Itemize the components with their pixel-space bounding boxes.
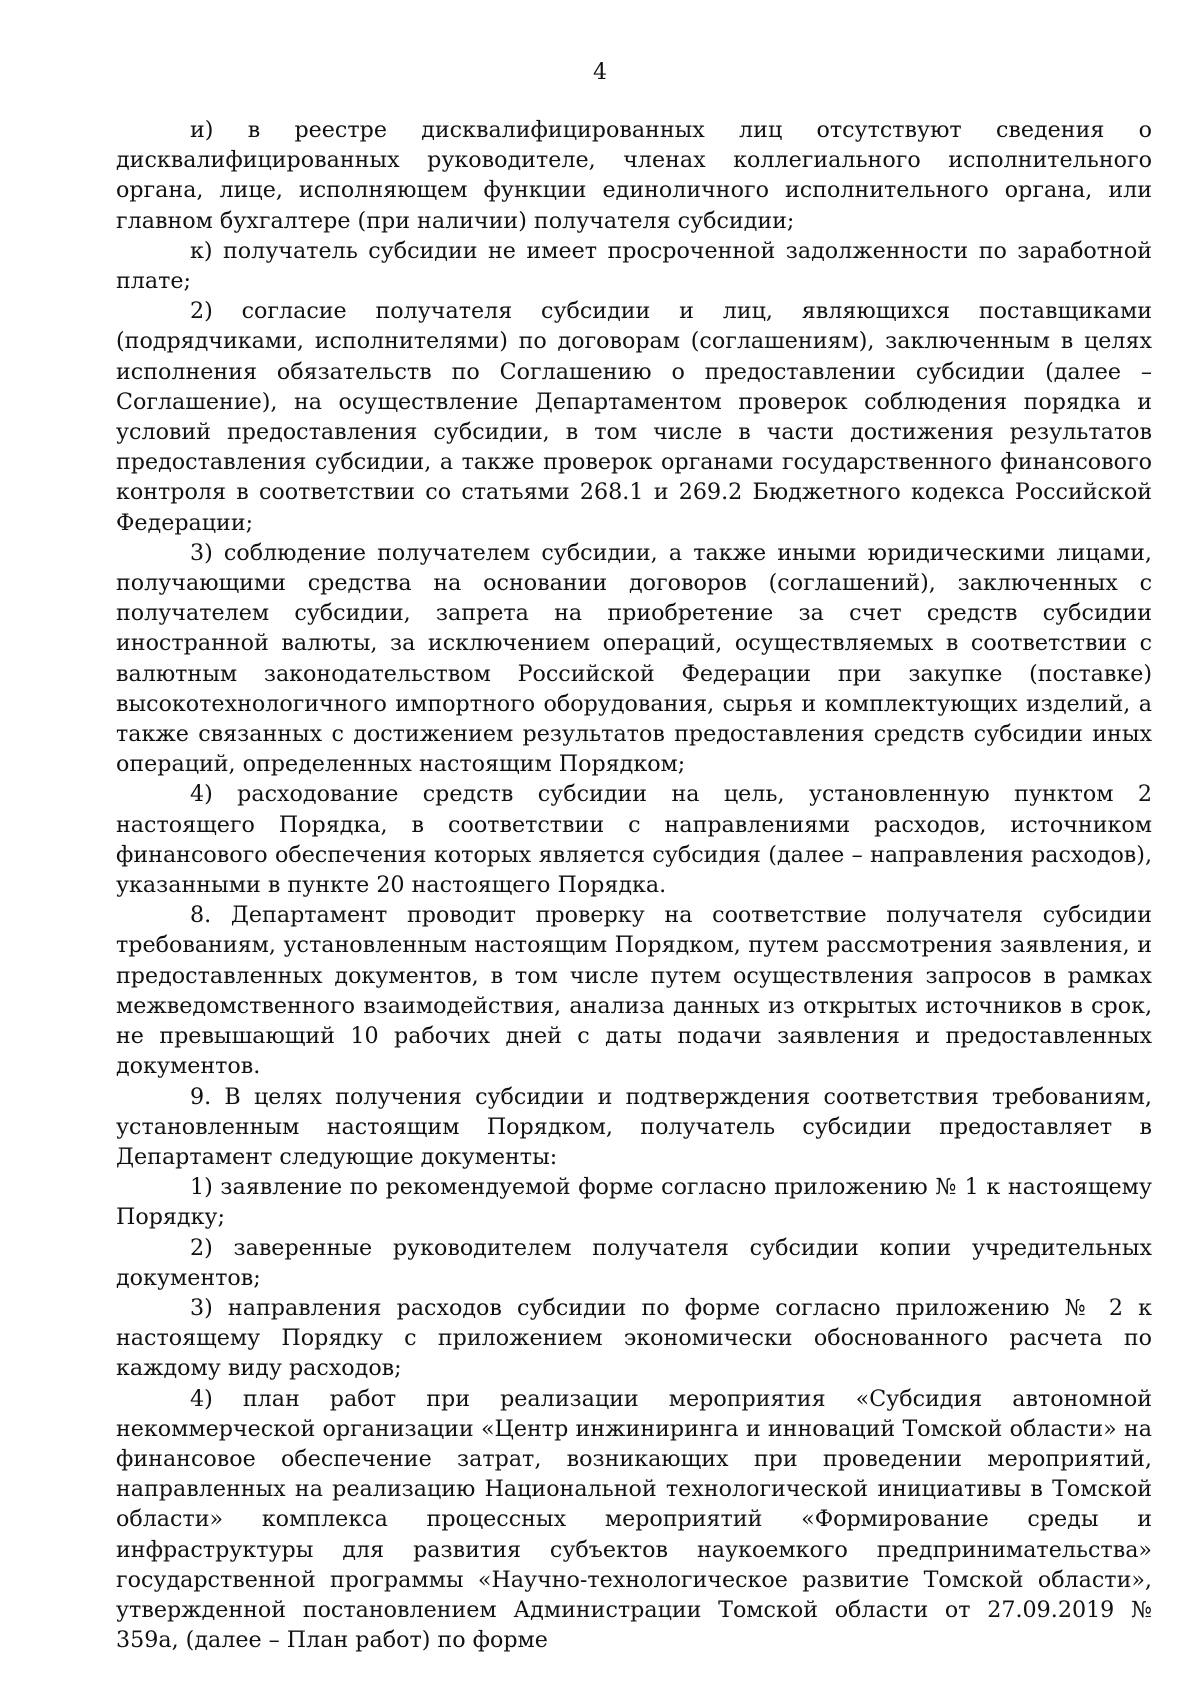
paragraph-item-4-spending: 4) расходование средств субсидии на цель, установленную пунктом 2 настоящего Порядка, в соответствии с направлениями расходов, источником финансового обеспечения которых является субсидия (далее – направления расходов), указанными в пункте 20 настоящего Порядка. — [116, 781, 1152, 899]
document-body — [116, 115, 1152, 1655]
paragraph-item-i: и) в реестре дисквалифицированных лиц отсутствуют сведения о дисквалифицированных руководителе, членах коллегиального исполнительного органа, лице, исполняющем функции единоличного исполнительного органа, или главном бухгалтере (при наличии) получателя субсидии; — [116, 117, 1152, 234]
paragraph-section-8: 8. Департамент проводит проверку на соответствие получателя субсидии требованиям, установленным настоящим Порядком, путем рассмотрения заявления, и предоставленных документов, в том числе путем осуществления запросов в рамках межведомственного взаимодействия, анализа данных из открытых источников в срок, не превышающий 10 рабочих дней с даты подачи заявления и предоставленных документов. — [116, 902, 1152, 1080]
paragraph-doc-4-work-plan: 4) план работ при реализации мероприятия «Субсидия автономной некоммерческой организации «Центр инжиниринга и инноваций Томской области» на финансовое обеспечение затрат, возникающих при проведении мероприятий, направленных на реализацию Национальной технологической инициативы в Томской области» комплекса процессных мероприятий «Формирование среды и инфраструктуры для развития субъектов наукоемкого предпринимательства» государственной программы «Научно-технологическое развитие Томской области», утвержденной постановлением Администрации Томской области от 27.09.2019 № 359а, (далее – План работ) по форме — [116, 1385, 1152, 1654]
paragraph-section-9: 9. В целях получения субсидии и подтверждения соответствия требованиям, установленным настоящим Порядком, получатель субсидии предоставляет в Департамент следующие документы: — [116, 1083, 1152, 1170]
paragraph-item-2-consent: 2) согласие получателя субсидии и лиц, являющихся поставщиками (подрядчиками, исполнителями) по договорам (соглашениям), заключенным в целях исполнения обязательств по Соглашению о предоставлении субсидии (далее – Соглашение), на осуществление Департаментом проверок соблюдения порядка и условий предоставления субсидии, в том числе в части достижения результатов предоставления субсидии, а также проверок органами государственного финансового контроля в соответствии со статьями 268.1 и 269.2 Бюджетного кодекса Российской Федерации; — [116, 298, 1152, 536]
paragraph-doc-2-founding-docs: 2) заверенные руководителем получателя субсидии копии учредительных документов; — [116, 1234, 1152, 1291]
paragraph-doc-3-expense-directions: 3) направления расходов субсидии по форме согласно приложению № 2 к настоящему Порядку с приложением экономически обоснованного расчета по каждому виду расходов; — [116, 1294, 1152, 1382]
paragraph-doc-1-application: 1) заявление по рекомендуемой форме согласно приложению № 1 к настоящему Порядку; — [116, 1174, 1152, 1231]
page-number: 4 — [593, 60, 607, 85]
paragraph-item-3-compliance: 3) соблюдение получателем субсидии, а также иными юридическими лицами, получающими средства на основании договоров (соглашений), заключенных с получателем субсидии, запрета на приобретение за счет средств субсидии иностранной валюты, за исключением операций, осуществляемых в соответствии с валютным законодательством Российской Федерации при закупке (поставке) высокотехнологичного импортного оборудования, сырья и комплектующих изделий, а также связанных с достижением результатов предоставления средств субсидии иных операций, определенных настоящим Порядком; — [116, 539, 1152, 778]
paragraph-item-k: к) получатель субсидии не имеет просроченной задолженности по заработной плате; — [116, 237, 1152, 295]
